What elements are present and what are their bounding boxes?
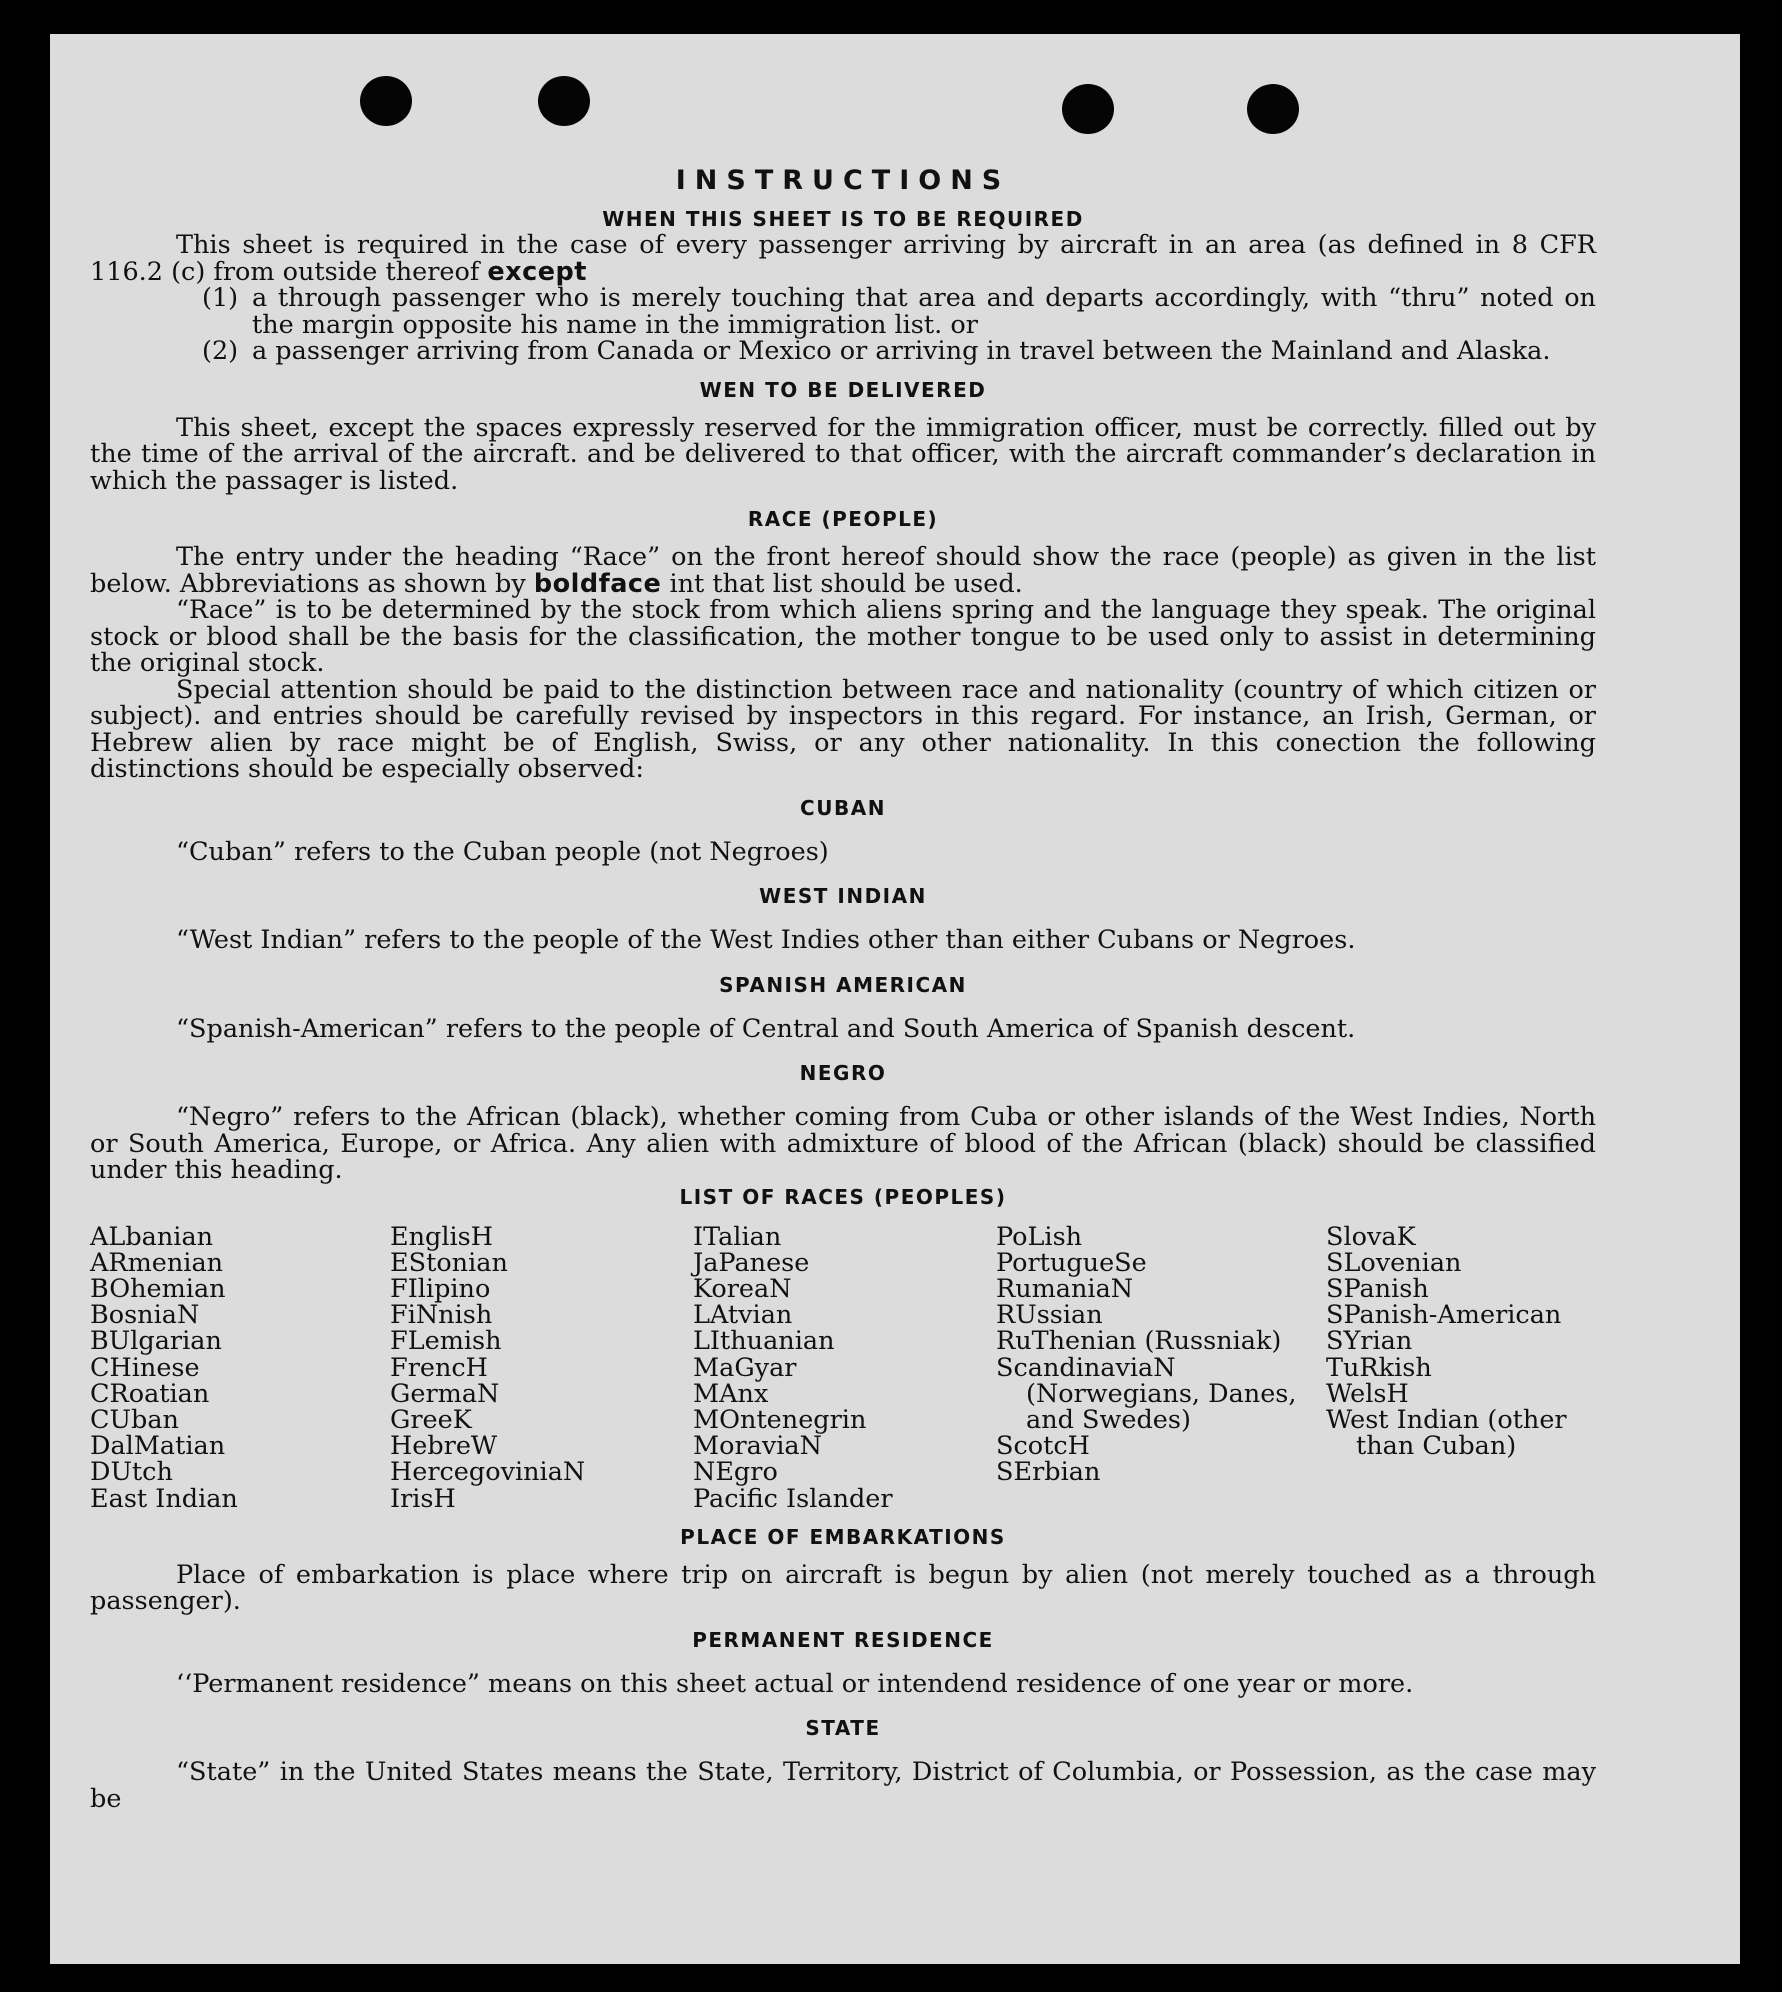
- heading-cuban: CUBAN: [800, 795, 886, 820]
- punch-hole: [1247, 84, 1299, 134]
- race-entry: ITalian: [693, 1221, 782, 1252]
- race-p1-text: The entry under the heading “Race” on the front hereof should show the race (people) as given in the list below. Abbreviations as shown by: [90, 542, 1596, 599]
- race-entry: HebreW: [390, 1431, 498, 1462]
- heading-negro: NEGRO: [799, 1061, 887, 1085]
- instructions-body: [90, 166, 1596, 1812]
- race-entry: West Indian (other than Cuban): [1326, 1404, 1567, 1462]
- cuban-paragraph: “Cuban” refers to the Cuban people (not Negroes): [176, 836, 829, 867]
- race-entry: ALbanian: [90, 1221, 214, 1252]
- race-entry: DalMatian: [90, 1431, 226, 1462]
- heading-when-delivered: WEN TO BE DELIVERED: [699, 377, 987, 402]
- heading-list-of-races: LIST OF RACES (PEOPLES): [679, 1184, 1007, 1209]
- negro-paragraph: “Negro” refers to the African (black), whether coming from Cuba or other islands of the West Indies, North or South America, Europe, or Africa. Any alien with admixture of blood of the African (black) should be classified under this heading.: [90, 1102, 1596, 1185]
- race-entry: SPanish: [1326, 1273, 1429, 1304]
- race-entry: SYrian: [1326, 1326, 1413, 1357]
- state-paragraph: “State” in the United States means the State, Territory, District of Columbia, or Possession, as the case may be: [90, 1757, 1596, 1814]
- race-entry: TuRkish: [1326, 1352, 1432, 1383]
- race-entry: Pacific Islander: [693, 1483, 893, 1514]
- race-entry: SLovenian: [1326, 1247, 1462, 1278]
- list-item: [202, 338, 1596, 365]
- race-entry: East Indian: [90, 1483, 238, 1514]
- spanish-american-paragraph: “Spanish-American” refers to the people of Central and South America of Spanish descent.: [176, 1013, 1356, 1044]
- race-entry: RUssian: [996, 1300, 1103, 1331]
- race-entry: JaPanese: [693, 1247, 810, 1278]
- race-entry: HercegoviniaN: [390, 1457, 586, 1488]
- delivered-paragraph: This sheet, except the spaces expressly reserved for the immigration officer, must be correctly. filled out by the time of the arrival of the aircraft. and be delivered to that officer, with the aircraft commander’s declaration in which the passager is listed.: [90, 412, 1596, 496]
- race-entry: MOntenegrin: [693, 1404, 867, 1435]
- race-entry: DUtch: [90, 1457, 173, 1488]
- race-paragraph-2: “Race” is to be determined by the stock from which aliens spring and the language they speak. The original stock or blood shall be the basis for the classification, the mother tongue to be used only to assist in determining the original stock.: [90, 595, 1596, 678]
- required-paragraph: [90, 232, 1596, 285]
- race-entry: SPanish-American: [1326, 1300, 1562, 1331]
- exception-list: [202, 285, 1596, 365]
- race-entry: CUban: [90, 1404, 179, 1435]
- punch-hole: [1062, 84, 1114, 134]
- item-number: (2): [202, 336, 239, 366]
- race-entry: SErbian: [996, 1457, 1101, 1488]
- race-entry: WelsH: [1326, 1378, 1409, 1409]
- race-entry: MAnx: [693, 1378, 769, 1409]
- item-number: (1): [202, 283, 239, 313]
- race-entry: PoLish: [996, 1221, 1083, 1252]
- race-entry: LAtvian: [693, 1300, 793, 1331]
- race-entry: GreeK: [390, 1404, 472, 1435]
- race-entry: BosniaN: [90, 1300, 200, 1331]
- item-text: a through passenger who is merely touching that area and departs accordingly, with “thru” noted on the margin opposite his name in the immigration list. or: [252, 283, 1596, 340]
- boldface-word: boldface: [533, 568, 662, 599]
- west-indian-paragraph: “West Indian” refers to the people of the West Indies other than either Cubans or Negroes.: [176, 925, 1356, 955]
- required-intro: This sheet is required in the case of every passenger arriving by aircraft in an area (as defined in 8 CFR 116.2 (c) from outside thereof: [90, 230, 1596, 287]
- race-entry: EnglisH: [390, 1221, 493, 1252]
- race-entry: FIlipino: [390, 1273, 491, 1304]
- race-entry: MoraviaN: [693, 1431, 822, 1462]
- race-entry: BUlgarian: [90, 1326, 222, 1357]
- race-entry: FrencH: [390, 1352, 488, 1383]
- race-entry: CRoatian: [90, 1378, 210, 1409]
- race-entry: GermaN: [390, 1378, 500, 1409]
- race-entry: ScotcH: [996, 1431, 1090, 1462]
- page-title: INSTRUCTIONS: [675, 165, 1011, 196]
- heading-west-indian: WEST INDIAN: [759, 884, 927, 908]
- race-entry: IrisH: [390, 1483, 456, 1514]
- residence-paragraph: ‘‘Permanent residence” means on this sheet actual or intendend residence of one year or more.: [176, 1668, 1414, 1699]
- race-entry: RumaniaN: [996, 1273, 1134, 1304]
- race-entry: ARmenian: [90, 1247, 224, 1278]
- race-paragraph-1: [90, 544, 1596, 597]
- race-entry: EStonian: [390, 1247, 508, 1278]
- heading-race: RACE (PEOPLE): [747, 507, 939, 531]
- except-bold: except: [487, 256, 587, 287]
- races-column-5: [1326, 1221, 1596, 1512]
- race-entry: FLemish: [390, 1326, 502, 1357]
- races-column-2: [390, 1221, 693, 1514]
- races-column-3: [693, 1221, 996, 1514]
- race-entry: CHinese: [90, 1352, 200, 1383]
- race-entry: LIthuanian: [693, 1326, 835, 1357]
- punch-hole: [360, 76, 412, 126]
- race-entry: FiNnish: [390, 1300, 493, 1331]
- races-list: [90, 1221, 1596, 1514]
- race-entry: ScandinaviaN (Norwegians, Danes, and Swedes): [996, 1352, 1297, 1435]
- race-entry: MaGyar: [693, 1352, 797, 1383]
- races-column-4: [996, 1221, 1326, 1512]
- embarkation-paragraph: Place of embarkation is place where trip on aircraft is begun by alien (not merely touched as a through passenger).: [90, 1559, 1596, 1617]
- document-page: [50, 34, 1740, 1964]
- punch-hole: [538, 76, 590, 126]
- race-entry: NEgro: [693, 1457, 778, 1488]
- race-entry: RuThenian (Russniak): [996, 1326, 1282, 1357]
- race-p1-end: int that list should be used.: [661, 568, 1023, 599]
- heading-spanish-american: SPANISH AMERICAN: [719, 972, 967, 997]
- races-column-1: [90, 1221, 390, 1514]
- race-entry: BOhemian: [90, 1273, 226, 1304]
- heading-embarkation: PLACE OF EMBARKATIONS: [680, 1524, 1006, 1549]
- race-entry: KoreaN: [693, 1273, 792, 1304]
- list-item: [202, 285, 1596, 338]
- race-entry: SlovaK: [1326, 1221, 1416, 1252]
- heading-when-required: WHEN THIS SHEET IS TO BE REQUIRED: [602, 207, 1084, 231]
- race-paragraph-3: Special attention should be paid to the distinction between race and nationality (country of which citizen or subject). and entries should be carefully revised by inspectors in this regard. For instance, an Irish, German, or Hebrew alien by race might be of English, Swiss, or any other nationality. In this conection the following distinctions should be especially observed:: [90, 674, 1596, 784]
- heading-state: STATE: [805, 1716, 881, 1741]
- item-text: a passenger arriving from Canada or Mexico or arriving in travel between the Mainland and Alaska.: [252, 336, 1551, 366]
- race-entry: PortugueSe: [996, 1247, 1147, 1278]
- heading-permanent-residence: PERMANENT RESIDENCE: [692, 1627, 994, 1652]
